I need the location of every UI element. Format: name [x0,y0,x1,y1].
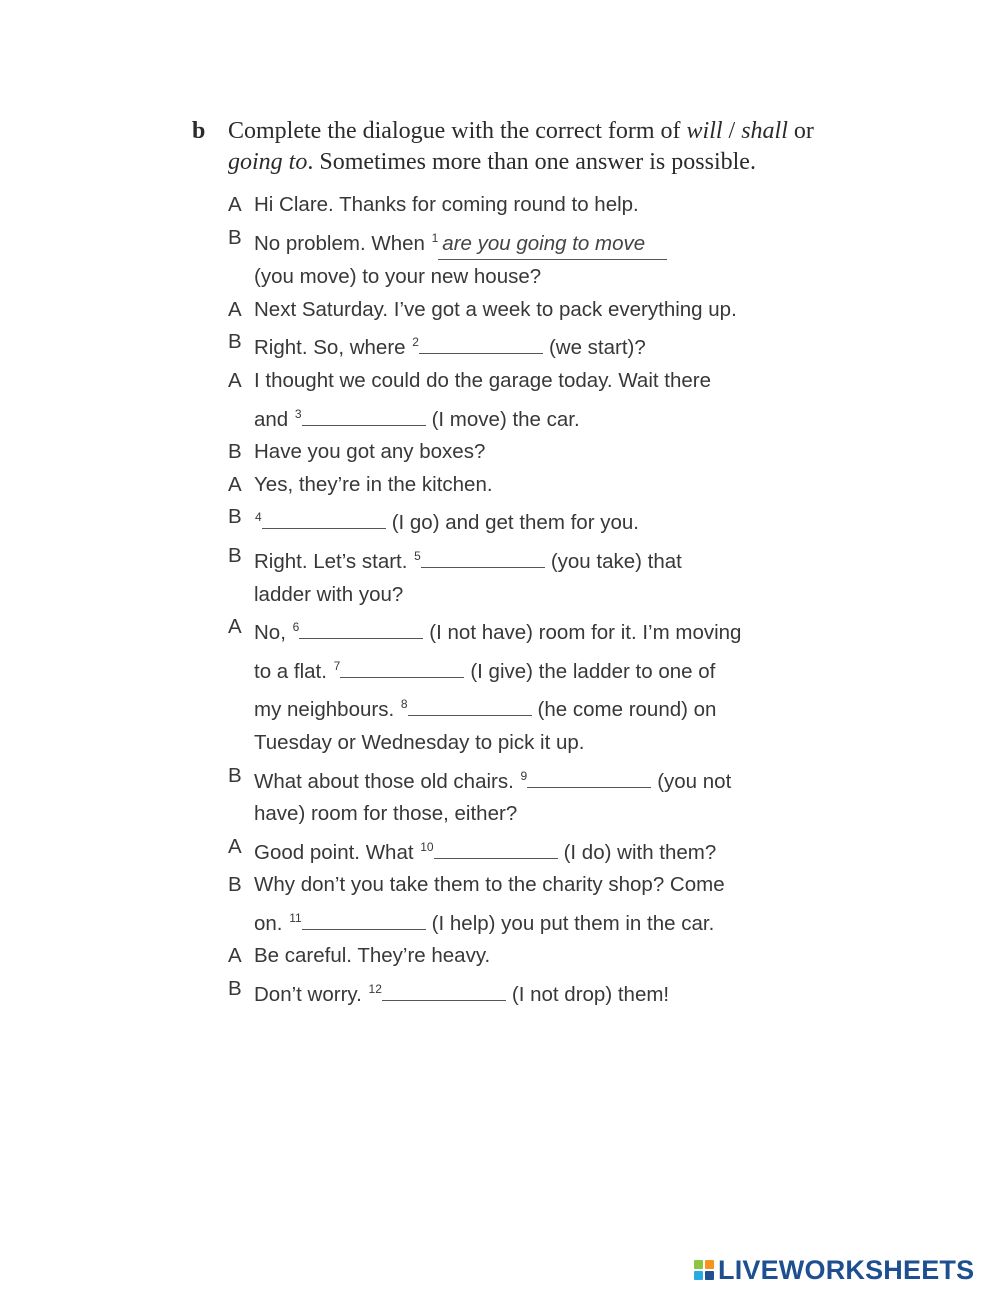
speaker-label: B [228,225,242,249]
line-text: (you not [657,769,732,793]
exercise [190,116,830,1013]
line-text: to a flat. [254,659,333,683]
blank-number: 8 [400,697,408,712]
answer-blank-11[interactable] [302,909,426,930]
blank-number: 5 [414,548,421,563]
blank-number: 12 [368,982,382,997]
line-text: No, [254,621,292,645]
line-text: (you move) to your new house? [254,265,542,289]
blank-number: 7 [333,658,341,673]
speaker-label: A [228,615,242,639]
answer-blank-8[interactable] [408,695,532,716]
dialogue-line [190,190,830,220]
line-text: What about those old chairs. [254,769,520,793]
dialogue-line [190,295,830,325]
speaker-label: B [228,873,242,897]
dialogue-line [190,502,830,538]
blank-number: 1 [431,230,439,245]
line-text: I thought we could do the garage today. Wait there [254,368,711,392]
dialogue-line [190,437,830,467]
dialogue-line [190,580,830,610]
line-text: (I do) with them? [563,840,717,864]
line-text: (I give) the ladder to one of [470,659,716,683]
speaker-label: B [228,763,242,787]
blank-number: 3 [294,406,302,421]
logo-text: LIVEWORKSHEETS [718,1254,975,1285]
dialogue-line [190,941,830,971]
example-answer: are you going to move [442,231,646,255]
blank-number: 4 [255,510,262,525]
speaker-label: A [228,193,242,216]
answer-blank-2[interactable] [419,333,543,354]
answer-blank-3[interactable] [302,405,426,426]
exercise-letter: b [192,118,206,144]
dialogue-line [190,541,830,577]
answer-blank-6[interactable] [299,618,423,639]
dialogue [190,190,830,1010]
liveworksheets-logo [694,1255,974,1285]
speaker-label: B [228,977,242,1001]
speaker-label: A [228,944,242,968]
answer-blank-7[interactable] [340,657,464,678]
answer-blank-9[interactable] [527,767,651,788]
answer-blank-12[interactable] [382,980,506,1001]
line-text: Why don’t you take them to the charity shop? Come [254,873,725,897]
speaker-label: A [228,834,242,858]
line-text: (we start)? [548,336,646,360]
blank-number: 10 [420,839,434,854]
line-text: Hi Clare. Thanks for coming round to help. [254,193,639,216]
answer-blank-5[interactable] [421,547,545,568]
line-text: (I not drop) them! [511,983,670,1007]
logo-square [694,1260,703,1269]
speaker-label: B [228,440,242,464]
line-text: have) room for those, either? [254,802,518,826]
answer-blank-example[interactable] [438,229,667,260]
line-text: Have you got any boxes? [254,440,486,464]
line-text: (I help) you put them in the car. [431,911,715,935]
line-text: on. [254,911,289,935]
dialogue-line [190,399,830,435]
logo-square [694,1271,703,1280]
exercise-instruction: b Complete the dialogue with the correct form of will / shall or going to. Sometimes more than one answer is possible. [192,118,814,175]
dialogue-line [190,651,830,687]
dialogue-line [190,728,830,758]
blank-number: 9 [520,768,528,783]
dialogue-line [190,832,830,868]
blank-number: 11 [289,910,302,925]
blank-number: 2 [412,335,419,350]
dialogue-line [190,689,830,725]
speaker-label: B [228,505,242,529]
line-text: Be careful. They’re heavy. [254,944,491,968]
line-text: (he come round) on [537,698,717,722]
logo-square [705,1271,714,1280]
line-text: ladder with you? [254,582,404,606]
dialogue-line [190,761,830,797]
line-text: Tuesday or Wednesday to pick it up. [254,730,585,754]
dialogue-line [190,470,830,500]
speaker-label: B [228,543,242,567]
dialogue-line [190,799,830,829]
line-text: Right. So, where [254,336,412,360]
dialogue-line [190,262,830,292]
dialogue-line [190,974,830,1010]
line-text: and [254,407,294,431]
dialogue-line [190,366,830,396]
line-text: Don’t worry. [254,983,368,1007]
answer-blank-10[interactable] [434,838,558,859]
line-text: (I move) the car. [431,407,580,431]
blank-number: 6 [292,620,300,635]
answer-blank-4[interactable] [262,508,386,529]
dialogue-line [190,612,830,648]
speaker-label: A [228,472,242,496]
line-text: my neighbours. [254,698,400,722]
line-text: Good point. What [254,840,420,864]
line-text: No problem. When [254,231,431,255]
line-text: Yes, they’re in the kitchen. [254,472,493,496]
dialogue-line [190,223,830,260]
line-text: (I go) and get them for you. [391,511,639,535]
dialogue-line [190,870,830,900]
dialogue-line [190,327,830,363]
line-text: (I not have) room for it. I’m moving [429,621,742,645]
speaker-label: A [228,297,242,321]
speaker-label: A [228,368,242,392]
dialogue-line [190,903,830,939]
line-text: (you take) that [550,549,682,573]
logo-square [705,1260,714,1269]
speaker-label: B [228,330,242,354]
line-text: Right. Let’s start. [254,549,414,573]
line-text: Next Saturday. I’ve got a week to pack everything up. [254,297,737,321]
logo-icon [694,1260,714,1280]
